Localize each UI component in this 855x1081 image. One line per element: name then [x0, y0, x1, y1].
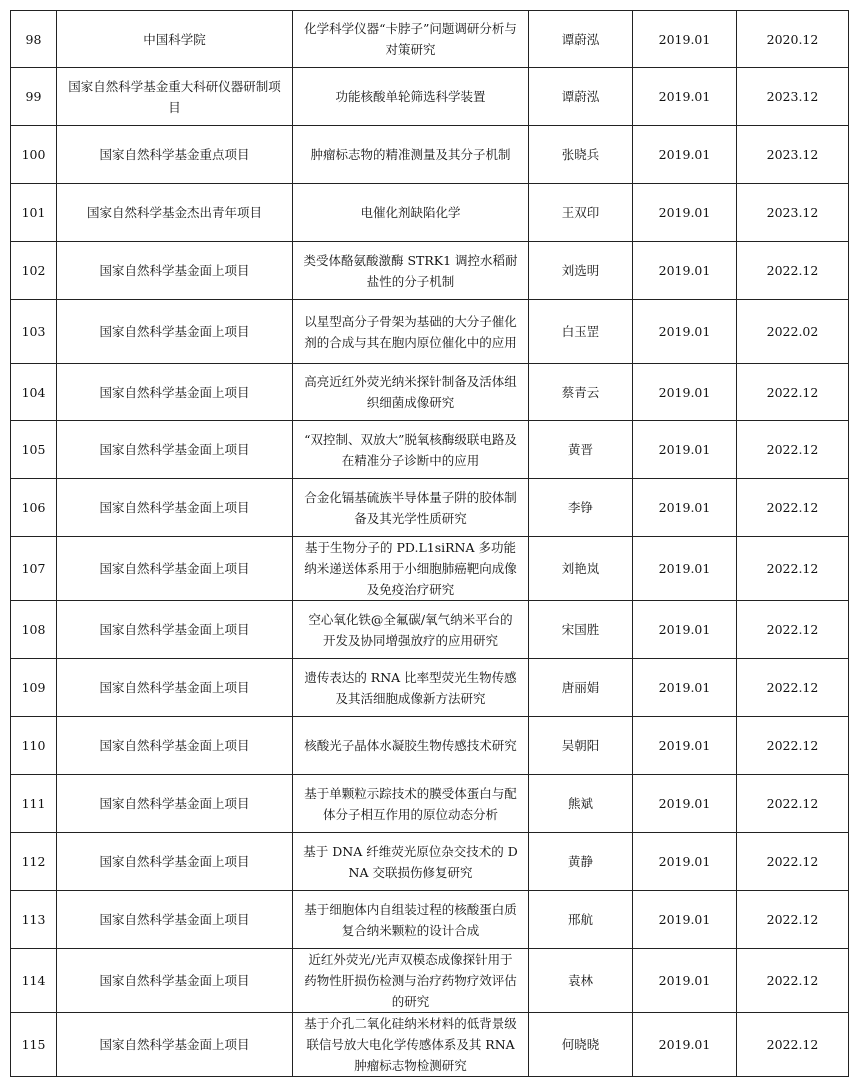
end-date-cell: 2022.12 [737, 717, 849, 775]
row-number-cell: 112 [11, 833, 57, 891]
start-date-cell: 2019.01 [633, 479, 737, 537]
start-date-cell: 2019.01 [633, 891, 737, 949]
row-number-cell: 115 [11, 1013, 57, 1077]
project-source-cell: 国家自然科学基金重大科研仪器研制项目 [57, 68, 293, 126]
end-date-cell: 2022.12 [737, 537, 849, 601]
start-date-cell: 2019.01 [633, 717, 737, 775]
start-date-cell: 2019.01 [633, 126, 737, 184]
row-number-cell: 110 [11, 717, 57, 775]
project-table-page [10, 10, 848, 1077]
row-number-cell: 106 [11, 479, 57, 537]
project-source-cell: 国家自然科学基金面上项目 [57, 364, 293, 421]
principal-investigator-cell: 黄静 [529, 833, 633, 891]
principal-investigator-cell: 袁林 [529, 949, 633, 1013]
principal-investigator-cell: 熊斌 [529, 775, 633, 833]
project-title-cell: 高亮近红外荧光纳米探针制备及活体组织细菌成像研究 [293, 364, 529, 421]
end-date-cell: 2022.12 [737, 364, 849, 421]
table-row [11, 1013, 849, 1077]
start-date-cell: 2019.01 [633, 659, 737, 717]
project-table [10, 10, 849, 1077]
project-table-body [11, 11, 849, 1077]
principal-investigator-cell: 王双印 [529, 184, 633, 242]
principal-investigator-cell: 刘艳岚 [529, 537, 633, 601]
table-row [11, 68, 849, 126]
project-title-cell: 遗传表达的 RNA 比率型荧光生物传感及其活细胞成像新方法研究 [293, 659, 529, 717]
project-title-cell: 基于生物分子的 PD.L1siRNA 多功能纳米递送体系用于小细胞肺癌靶向成像及免疫治疗研究 [293, 537, 529, 601]
table-row [11, 537, 849, 601]
project-source-cell: 国家自然科学基金面上项目 [57, 421, 293, 479]
end-date-cell: 2023.12 [737, 184, 849, 242]
start-date-cell: 2019.01 [633, 833, 737, 891]
start-date-cell: 2019.01 [633, 1013, 737, 1077]
start-date-cell: 2019.01 [633, 949, 737, 1013]
project-source-cell: 国家自然科学基金面上项目 [57, 775, 293, 833]
start-date-cell: 2019.01 [633, 184, 737, 242]
row-number-cell: 101 [11, 184, 57, 242]
project-title-cell: 以星型高分子骨架为基础的大分子催化剂的合成与其在胞内原位催化中的应用 [293, 300, 529, 364]
project-title-cell: 基于单颗粒示踪技术的膜受体蛋白与配体分子相互作用的原位动态分析 [293, 775, 529, 833]
principal-investigator-cell: 蔡青云 [529, 364, 633, 421]
row-number-cell: 102 [11, 242, 57, 300]
project-source-cell: 国家自然科学基金面上项目 [57, 891, 293, 949]
project-title-cell: 基于 DNA 纤维荧光原位杂交技术的 DNA 交联损伤修复研究 [293, 833, 529, 891]
principal-investigator-cell: 宋国胜 [529, 601, 633, 659]
row-number-cell: 111 [11, 775, 57, 833]
end-date-cell: 2022.12 [737, 775, 849, 833]
project-title-cell: 基于细胞体内自组装过程的核酸蛋白质复合纳米颗粒的设计合成 [293, 891, 529, 949]
row-number-cell: 107 [11, 537, 57, 601]
principal-investigator-cell: 何晓晓 [529, 1013, 633, 1077]
end-date-cell: 2022.12 [737, 891, 849, 949]
table-row [11, 184, 849, 242]
row-number-cell: 109 [11, 659, 57, 717]
principal-investigator-cell: 吴朝阳 [529, 717, 633, 775]
start-date-cell: 2019.01 [633, 242, 737, 300]
project-title-cell: 基于介孔二氧化硅纳米材料的低背景级联信号放大电化学传感体系及其 RNA 肿瘤标志物检测研究 [293, 1013, 529, 1077]
end-date-cell: 2022.12 [737, 421, 849, 479]
project-title-cell: 近红外荧光/光声双模态成像探针用于药物性肝损伤检测与治疗药物疗效评估的研究 [293, 949, 529, 1013]
project-title-cell: 核酸光子晶体水凝胶生物传感技术研究 [293, 717, 529, 775]
project-title-cell: 合金化镉基硫族半导体量子阱的胶体制备及其光学性质研究 [293, 479, 529, 537]
end-date-cell: 2023.12 [737, 68, 849, 126]
table-row [11, 364, 849, 421]
project-source-cell: 国家自然科学基金面上项目 [57, 659, 293, 717]
end-date-cell: 2022.12 [737, 949, 849, 1013]
project-source-cell: 国家自然科学基金面上项目 [57, 949, 293, 1013]
row-number-cell: 98 [11, 11, 57, 68]
table-row [11, 717, 849, 775]
table-row [11, 479, 849, 537]
project-source-cell: 国家自然科学基金面上项目 [57, 242, 293, 300]
principal-investigator-cell: 张晓兵 [529, 126, 633, 184]
start-date-cell: 2019.01 [633, 537, 737, 601]
project-title-cell: 化学科学仪器“卡脖子”问题调研分析与对策研究 [293, 11, 529, 68]
principal-investigator-cell: 李铮 [529, 479, 633, 537]
table-row [11, 126, 849, 184]
table-row [11, 949, 849, 1013]
end-date-cell: 2023.12 [737, 126, 849, 184]
row-number-cell: 104 [11, 364, 57, 421]
row-number-cell: 108 [11, 601, 57, 659]
end-date-cell: 2022.02 [737, 300, 849, 364]
start-date-cell: 2019.01 [633, 364, 737, 421]
project-title-cell: 电催化剂缺陷化学 [293, 184, 529, 242]
project-source-cell: 国家自然科学基金面上项目 [57, 537, 293, 601]
start-date-cell: 2019.01 [633, 421, 737, 479]
end-date-cell: 2020.12 [737, 11, 849, 68]
start-date-cell: 2019.01 [633, 11, 737, 68]
principal-investigator-cell: 刘选明 [529, 242, 633, 300]
row-number-cell: 100 [11, 126, 57, 184]
row-number-cell: 105 [11, 421, 57, 479]
principal-investigator-cell: 谭蔚泓 [529, 11, 633, 68]
table-row [11, 421, 849, 479]
project-source-cell: 国家自然科学基金面上项目 [57, 601, 293, 659]
project-title-cell: 功能核酸单轮筛选科学装置 [293, 68, 529, 126]
table-row [11, 659, 849, 717]
project-source-cell: 国家自然科学基金杰出青年项目 [57, 184, 293, 242]
start-date-cell: 2019.01 [633, 68, 737, 126]
project-source-cell: 中国科学院 [57, 11, 293, 68]
start-date-cell: 2019.01 [633, 601, 737, 659]
end-date-cell: 2022.12 [737, 659, 849, 717]
project-source-cell: 国家自然科学基金面上项目 [57, 300, 293, 364]
project-title-cell: 类受体酪氨酸激酶 STRK1 调控水稻耐盐性的分子机制 [293, 242, 529, 300]
end-date-cell: 2022.12 [737, 242, 849, 300]
table-row [11, 11, 849, 68]
table-row [11, 601, 849, 659]
principal-investigator-cell: 白玉罡 [529, 300, 633, 364]
table-row [11, 833, 849, 891]
end-date-cell: 2022.12 [737, 1013, 849, 1077]
project-source-cell: 国家自然科学基金面上项目 [57, 1013, 293, 1077]
principal-investigator-cell: 唐丽娟 [529, 659, 633, 717]
project-source-cell: 国家自然科学基金面上项目 [57, 717, 293, 775]
start-date-cell: 2019.01 [633, 300, 737, 364]
start-date-cell: 2019.01 [633, 775, 737, 833]
table-row [11, 891, 849, 949]
row-number-cell: 99 [11, 68, 57, 126]
project-source-cell: 国家自然科学基金面上项目 [57, 833, 293, 891]
end-date-cell: 2022.12 [737, 479, 849, 537]
end-date-cell: 2022.12 [737, 833, 849, 891]
project-source-cell: 国家自然科学基金重点项目 [57, 126, 293, 184]
project-source-cell: 国家自然科学基金面上项目 [57, 479, 293, 537]
table-row [11, 242, 849, 300]
project-title-cell: 肿瘤标志物的精准测量及其分子机制 [293, 126, 529, 184]
table-row [11, 300, 849, 364]
principal-investigator-cell: 邢航 [529, 891, 633, 949]
table-row [11, 775, 849, 833]
row-number-cell: 114 [11, 949, 57, 1013]
project-title-cell: 空心氧化铁@全氟碳/氧气纳米平台的开发及协同增强放疗的应用研究 [293, 601, 529, 659]
project-title-cell: “双控制、双放大”脱氧核酶级联电路及在精准分子诊断中的应用 [293, 421, 529, 479]
row-number-cell: 113 [11, 891, 57, 949]
principal-investigator-cell: 谭蔚泓 [529, 68, 633, 126]
principal-investigator-cell: 黄晋 [529, 421, 633, 479]
end-date-cell: 2022.12 [737, 601, 849, 659]
row-number-cell: 103 [11, 300, 57, 364]
